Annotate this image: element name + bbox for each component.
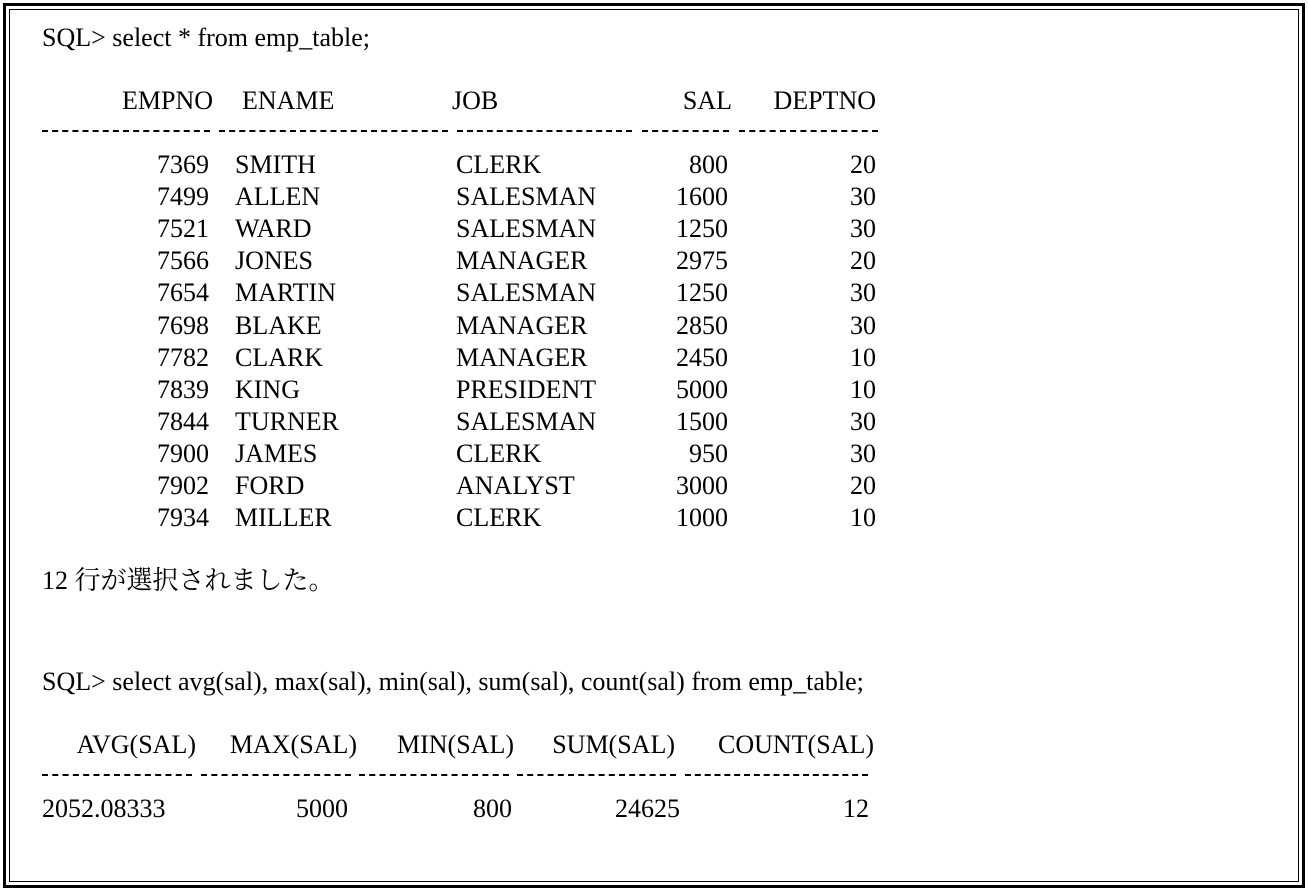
- emp-header-separator: [219, 130, 448, 132]
- emp-header-cell: JOB: [452, 86, 499, 115]
- emp-table-cell: 30: [850, 438, 876, 468]
- agg-header-separator: [201, 774, 351, 776]
- emp-table-cell: 7566: [157, 246, 209, 276]
- emp-table-cell: 7369: [157, 150, 209, 179]
- emp-table-cell: CLERK: [456, 503, 542, 533]
- emp-table-cell: 2975: [676, 246, 728, 276]
- emp-table-cell: 7844: [157, 406, 209, 436]
- emp-header-separator: [42, 130, 210, 132]
- emp-table-cell: JONES: [235, 246, 314, 276]
- emp-table-cell: MANAGER: [456, 310, 588, 340]
- emp-table-cell: FORD: [235, 471, 305, 500]
- result-count-message: 12 行が選択されました。: [42, 566, 335, 595]
- emp-table-cell: PRESIDENT: [456, 374, 597, 404]
- emp-header-cell: ENAME: [242, 86, 335, 115]
- emp-table-cell: CLARK: [235, 342, 324, 372]
- emp-table-cell: 1250: [676, 214, 728, 244]
- emp-table-cell: 7654: [157, 278, 209, 308]
- emp-table-cell: 30: [850, 214, 876, 244]
- agg-header-separator: [517, 774, 676, 776]
- emp-table-cell: 7698: [157, 310, 209, 340]
- emp-header-separator: [739, 130, 878, 132]
- agg-header-separator: [359, 774, 509, 776]
- emp-table-cell: MARTIN: [235, 278, 336, 308]
- agg-header-separator: [42, 774, 192, 776]
- emp-table-cell: 7839: [157, 374, 209, 404]
- emp-table-cell: KING: [235, 374, 300, 404]
- emp-table-cell: SALESMAN: [456, 182, 597, 212]
- emp-table-cell: 1250: [676, 278, 728, 308]
- emp-table-cell: SMITH: [235, 150, 316, 179]
- agg-table-cell: 5000: [296, 794, 348, 823]
- emp-table-cell: 7499: [157, 182, 209, 212]
- emp-table-cell: 5000: [676, 374, 728, 404]
- emp-table-cell: SALESMAN: [456, 278, 597, 308]
- emp-table-cell: ALLEN: [235, 182, 321, 212]
- emp-header-cell: DEPTNO: [773, 86, 876, 115]
- emp-table-cell: 10: [850, 342, 876, 372]
- emp-table-cell: 7521: [157, 214, 209, 244]
- emp-table-cell: 7934: [157, 503, 209, 533]
- emp-table-cell: 30: [850, 182, 876, 212]
- emp-table-cell: 3000: [676, 471, 728, 500]
- emp-table-cell: SALESMAN: [456, 214, 597, 244]
- emp-table-cell: 20: [850, 471, 876, 500]
- emp-table-cell: 1600: [676, 182, 728, 212]
- agg-header-cell: AVG(SAL): [76, 730, 196, 759]
- agg-header-cell: SUM(SAL): [552, 730, 675, 759]
- emp-header-separator: [642, 130, 729, 132]
- emp-table-cell: CLERK: [456, 438, 542, 468]
- emp-table-cell: 20: [850, 246, 876, 276]
- emp-table-cell: 800: [689, 150, 728, 179]
- emp-table-cell: 30: [850, 406, 876, 436]
- agg-header-cell: COUNT(SAL): [718, 730, 874, 759]
- agg-header-separator: [685, 774, 868, 776]
- emp-header-cell: EMPNO: [121, 86, 213, 115]
- emp-header-separator: [457, 130, 632, 132]
- query1-prompt: SQL> select * from emp_table;: [42, 23, 371, 52]
- agg-table-cell: 12: [843, 794, 869, 823]
- agg-table-cell: 2052.08333: [42, 794, 166, 823]
- emp-table-cell: 2450: [676, 342, 728, 372]
- emp-table-cell: 1500: [676, 406, 728, 436]
- agg-header-cell: MIN(SAL): [397, 730, 514, 759]
- emp-table-cell: 10: [850, 374, 876, 404]
- emp-table-cell: 2850: [676, 310, 728, 340]
- emp-header-cell: SAL: [682, 86, 732, 115]
- emp-table-cell: WARD: [235, 214, 312, 244]
- emp-table-cell: 1000: [676, 503, 728, 533]
- emp-table-cell: TURNER: [235, 406, 339, 436]
- emp-table-cell: MILLER: [235, 503, 332, 533]
- agg-header-cell: MAX(SAL): [229, 730, 357, 759]
- emp-table-cell: SALESMAN: [456, 406, 597, 436]
- emp-table-cell: CLERK: [456, 150, 542, 179]
- emp-table-cell: 950: [689, 438, 728, 468]
- emp-table-cell: ANALYST: [456, 471, 575, 500]
- emp-table-cell: 10: [850, 503, 876, 533]
- query2-prompt: SQL> select avg(sal), max(sal), min(sal), sum(sal), count(sal) from emp_table;: [42, 667, 864, 696]
- agg-table-cell: 800: [473, 794, 512, 823]
- emp-table-cell: 7900: [157, 438, 209, 468]
- emp-table-cell: 7782: [157, 342, 209, 372]
- agg-table-cell: 24625: [615, 794, 680, 823]
- emp-table-cell: 30: [850, 278, 876, 308]
- emp-table-cell: 30: [850, 310, 876, 340]
- emp-table-cell: MANAGER: [456, 342, 588, 372]
- emp-table-cell: JAMES: [235, 438, 318, 468]
- emp-table-cell: 20: [850, 150, 876, 179]
- emp-table-cell: MANAGER: [456, 246, 588, 276]
- emp-table-cell: BLAKE: [235, 310, 322, 340]
- emp-table-cell: 7902: [157, 471, 209, 500]
